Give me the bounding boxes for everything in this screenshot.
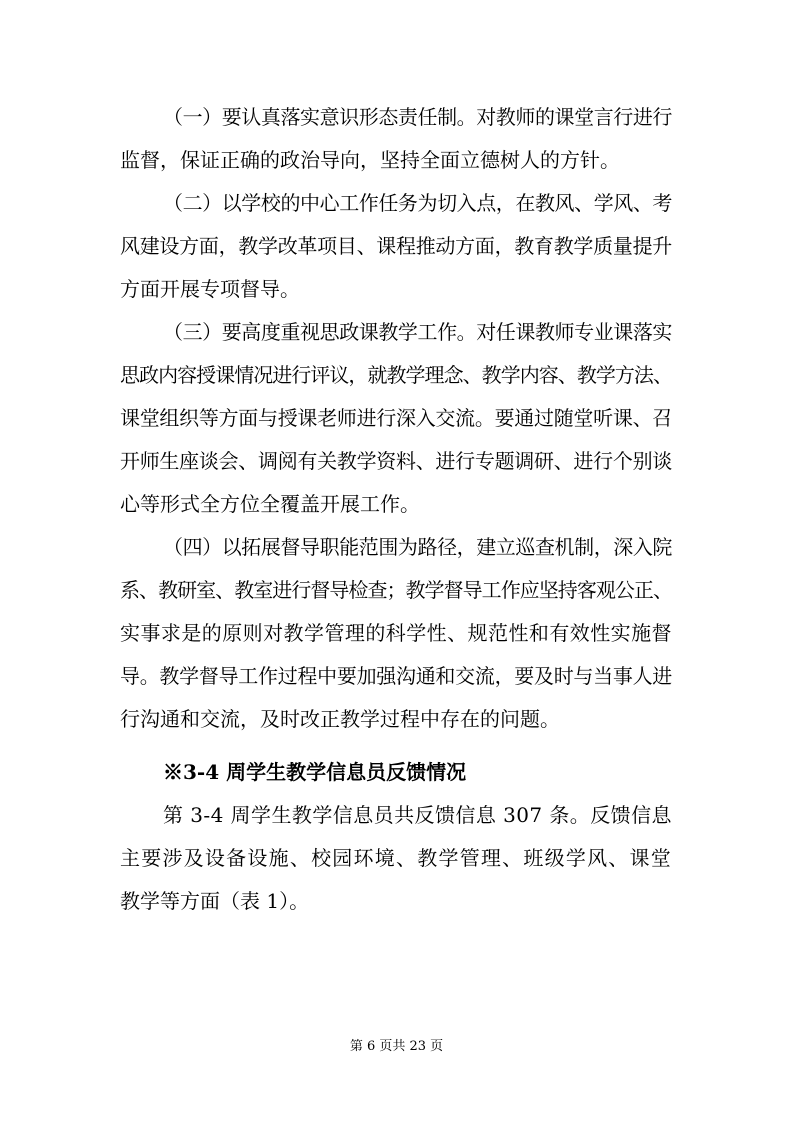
paragraph-3-line-2: 思政内容授课情况进行评议，就教学理念、教学内容、教学方法、 — [120, 363, 672, 387]
paragraph-3-line-3: 课堂组织等方面与授课老师进行深入交流。要通过随堂听课、召 — [120, 406, 672, 430]
paragraph-2-line-2: 风建设方面，教学改革项目、课程推动方面，教育教学质量提升 — [120, 234, 672, 258]
section-paragraph-line-2: 主要涉及设备设施、校园环境、教学管理、班级学风、课堂 — [120, 846, 672, 870]
paragraph-4-line-2: 系、教研室、教室进行督导检查；教学督导工作应坚持客观公正、 — [120, 578, 672, 602]
section-heading: ※3-4 周学生教学信息员反馈情况 — [163, 760, 467, 784]
paragraph-4-line-3: 实事求是的原则对教学管理的科学性、规范性和有效性实施督 — [120, 621, 672, 645]
section-paragraph-line-3: 教学等方面（表 1）。 — [120, 889, 310, 913]
page-number-footer: 第 6 页共 23 页 — [349, 1039, 444, 1054]
paragraph-1-line-1: （一）要认真落实意识形态责任制。对教师的课堂言行进行 — [163, 105, 672, 129]
paragraph-1-line-2: 监督，保证正确的政治导向，坚持全面立德树人的方针。 — [120, 148, 620, 172]
paragraph-3-line-1: （三）要高度重视思政课教学工作。对任课教师专业课落实 — [163, 320, 672, 344]
paragraph-3-line-4: 开师生座谈会、调阅有关教学资料、进行专题调研、进行个别谈 — [120, 449, 672, 473]
paragraph-2-line-3: 方面开展专项督导。 — [120, 277, 300, 301]
section-paragraph-line-1: 第 3-4 周学生教学信息员共反馈信息 307 条。反馈信息 — [163, 803, 672, 827]
paragraph-3-line-5: 心等形式全方位全覆盖开展工作。 — [120, 492, 420, 516]
paragraph-4-line-5: 行沟通和交流，及时改正教学过程中存在的问题。 — [120, 707, 560, 731]
document-body — [120, 96, 672, 923]
paragraph-4-line-4: 导。教学督导工作过程中要加强沟通和交流，要及时与当事人进 — [120, 664, 672, 688]
paragraph-4-line-1: （四）以拓展督导职能范围为路径，建立巡查机制，深入院 — [163, 535, 672, 559]
paragraph-2-line-1: （二）以学校的中心工作任务为切入点，在教风、学风、考 — [163, 191, 672, 215]
